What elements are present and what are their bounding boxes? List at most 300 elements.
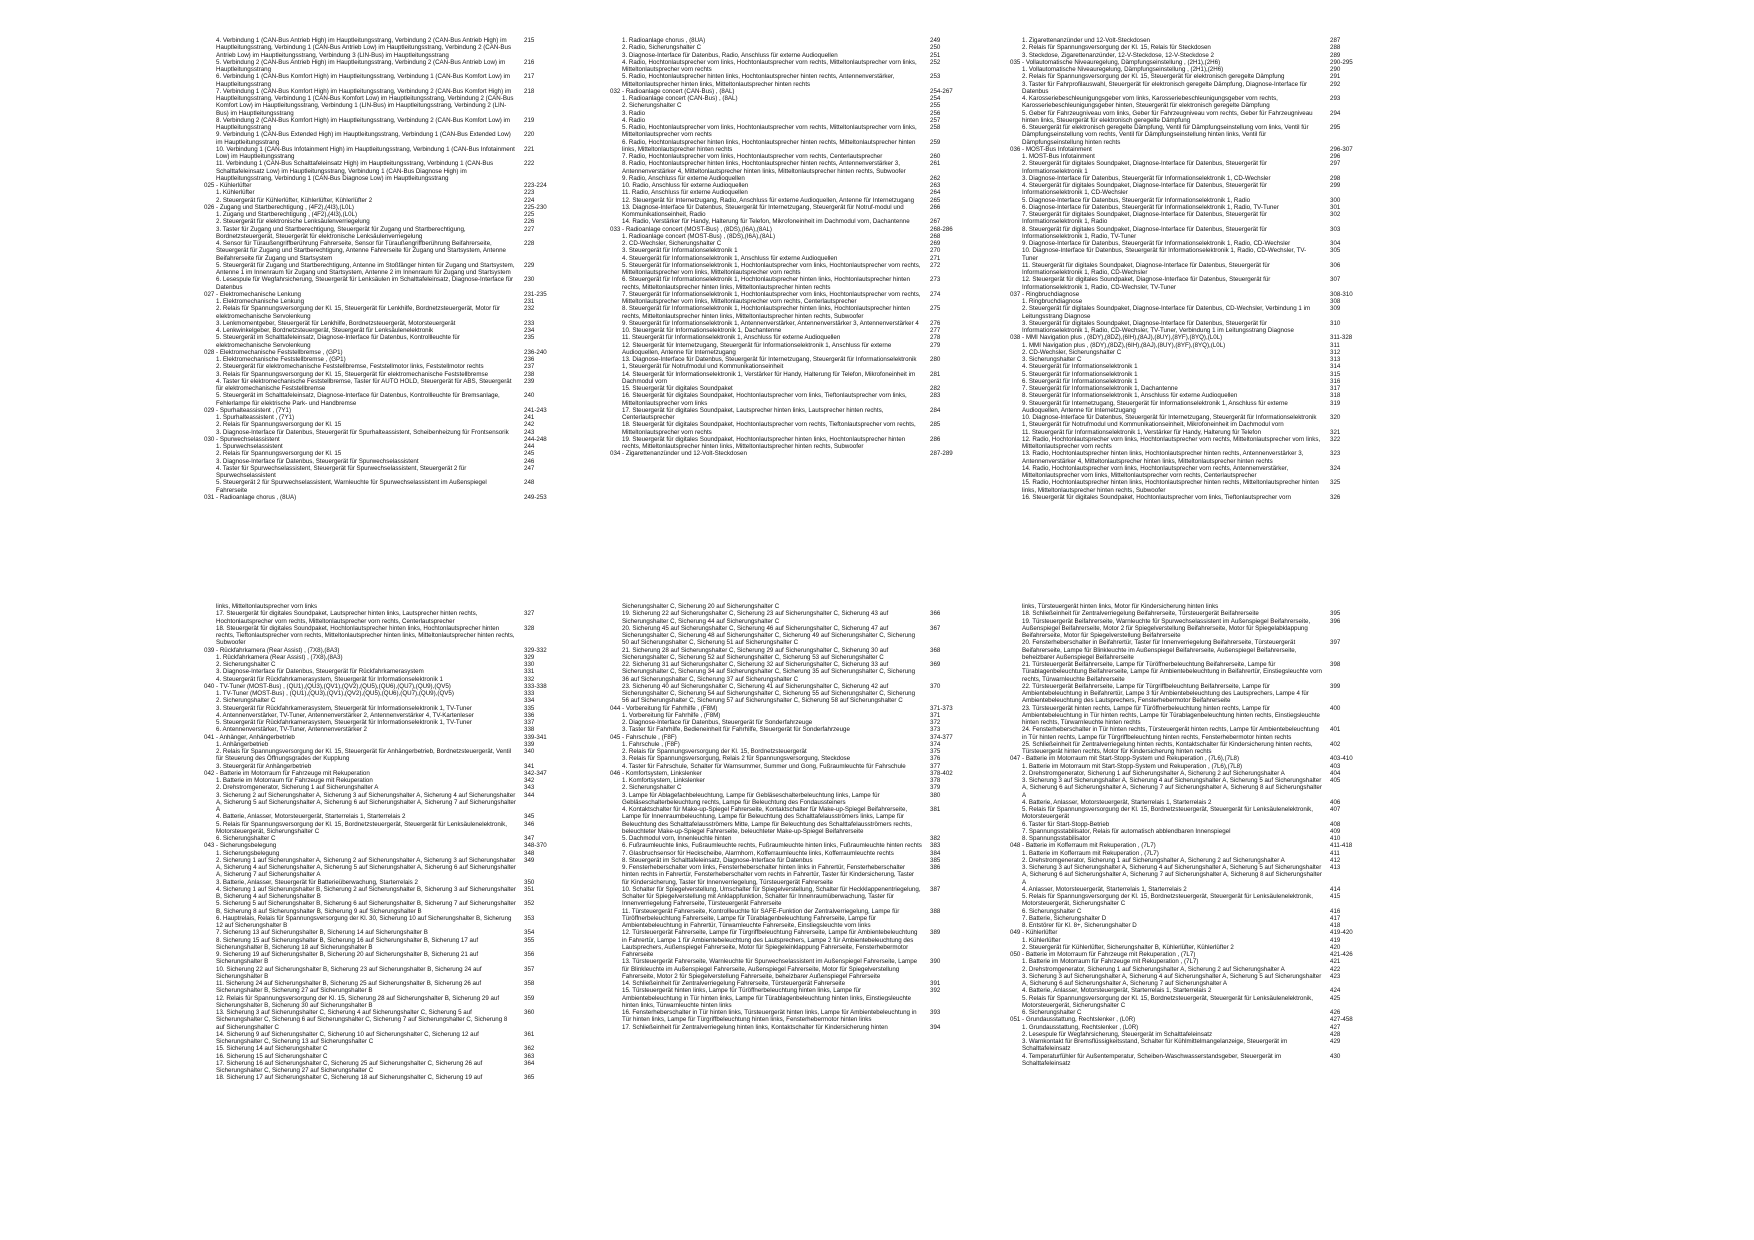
section-heading <box>204 682 596 690</box>
entry-text: 11. Steuergerät für digitales Soundpaket, Diagnose-Interface für Datenbus, Steuergerät für Informationselektronik 1, Radio, CD-Wechsler <box>1022 261 1270 276</box>
index-entry <box>1022 342 1402 349</box>
entry-page: 333 <box>524 690 535 697</box>
section-heading <box>610 704 1002 712</box>
entry-text: links, Türsteuergerät hinten links, Motor für Kindersicherung hinten links <box>1022 603 1219 610</box>
entry-page: 217 <box>524 73 535 81</box>
entry-page: 283 <box>930 392 941 400</box>
entry-page: 321 <box>1330 428 1341 436</box>
entry-text: 4. Steuergerät für Informationselektronik 1 <box>1022 363 1138 371</box>
index-entry <box>216 371 596 378</box>
entry-text: 4. Kontaktschalter für Make-up-Spiegel Fahrerseite, Kontaktschalter für Make-up-Spiegel Beifahrerseite, Lampe für Innenraumbeleuchtung, Lampe für Beleuchtung des Schalttafelausströmers links, Lampe für Beleuchtung des Schalttafelausströmers Mitte, Lampe für Beleuchtung des Schalttafelausströmers rechts, beleuchteter Make-up-Spiegel Fahrerseite, beleuchteter Make-up-Spiegel Beifahrerseite <box>622 806 912 835</box>
entry-text: 051 - Grundausstattung, Rechtslenker , (L0R) <box>1010 1016 1136 1024</box>
entry-text: 4. Steuergerät für Informationselektronik 1, Anschluss für externe Audioquellen <box>622 254 838 262</box>
entry-page: 308 <box>1330 298 1341 305</box>
entry-text: 3. Diagnose-Interface für Datenbus, Radio, Anschluss für externe Audioquellen <box>622 51 838 59</box>
entry-text: 3. Steuergerät für Anhängerbetrieb <box>216 762 312 770</box>
index-entry <box>1022 305 1402 320</box>
entry-text: 8. Steuergerät für Informationselektronik 1, Hochtonlautsprecher hinten links, Hochtonlautsprecher hinten rechts, Mitteltonlautsprecher hinten links, Mitteltonlautsprecher hinten rechts, Subwoofer <box>622 305 910 320</box>
section-heading <box>1010 1016 1402 1024</box>
entry-text: 22. Türsteuergerät Beifahrerseite, Lampe für Türgriffbeleuchtung Beifahrerseite, Lampe für Ambientebeleuchtung in Beifahrertür, Lampe 3 für Ambientebeleuchtung des Lautsprechers, Lampe 4 für Ambientebeleuchtung des Lautsprechers, Fensterhebermotor Beifahrerseite <box>1022 682 1309 705</box>
entry-page: 314 <box>1330 363 1341 371</box>
index-entry <box>216 429 596 436</box>
entry-text: 4. Taster für Fahrschule, Schalter für Warnsummer, Summer und Gong, Fußraumleuchte für Fahrschule <box>622 762 906 770</box>
entry-text: 5. Steuergerät für Rückfahrkamerasystem, Steuergerät für Informationselektronik 1, TV-Tuner <box>216 719 472 726</box>
entry-page: 311 <box>1330 341 1340 349</box>
index-entry <box>622 625 1002 647</box>
index-entry <box>1022 770 1402 777</box>
entry-page: 355 <box>524 936 535 944</box>
index-entry <box>216 610 596 625</box>
index-entry <box>216 603 596 610</box>
entry-page: 326 <box>1330 493 1341 501</box>
index-entry <box>1022 385 1402 392</box>
entry-text: 10. Diagnose-Interface für Datenbus, Steuergerät für Internetzugang, Steuergerät für Informationselektronik 1, Steuergerät für Notrufmodul und Kommunikationseinheit, Mikrofoneinheit im Dachmodul vorn <box>1022 414 1317 429</box>
entry-text: 22. Sicherung 31 auf Sicherungshalter C, Sicherung 32 auf Sicherungshalter C, Sicherung 33 auf Sicherungshalter C, Sicherung 34 auf Sicherungshalter C, Sicherung 35 auf Sicherungshalter C, Sicherung 36 auf Sicherungshalter C, Sicherung 37 auf Sicherungshalter C <box>622 661 916 683</box>
index-entry <box>216 392 596 407</box>
entry-text: 1. Elektromechanische Lenkung <box>216 298 305 305</box>
entry-page: 411-418 <box>1330 842 1353 850</box>
entry-page: 222 <box>524 160 535 168</box>
index-entry <box>216 813 596 820</box>
entry-page: 228 <box>524 240 535 247</box>
entry-page: 394 <box>930 1023 941 1031</box>
index-entry <box>216 73 596 88</box>
entry-page: 244-248 <box>524 435 547 443</box>
entry-text: 6. Steuergerät für Informationselektronik 1, Hochtonlautsprecher hinten links, Hochtonlautsprecher hinten rechts, Mitteltonlautsprecher hinten links, Mitteltonlautsprecher hinten rechts <box>622 276 910 291</box>
entry-page: 258 <box>930 124 941 131</box>
entry-text: 5. Diagnose-Interface für Datenbus, Steuergerät für Informationselektronik 1, Radio <box>1022 196 1251 204</box>
entry-text: 6. Hauptrelais, Relais für Spannungsversorgung der Kl. 30, Sicherung 10 auf Sicherungshalter B, Sicherung 12 auf Sicherungshalter B <box>216 914 512 929</box>
index-entry <box>622 842 1002 849</box>
entry-text: 2. Steuergerät für elektromechanische Feststellbremse, Feststellmotor links, Feststellmotor rechts <box>216 363 484 371</box>
index-entry <box>1022 864 1402 886</box>
entry-text: 12. Türsteuergerät Fahrerseite, Lampe für Türgriffbeleuchtung Fahrerseite, Lampe für Ambientebeleuchtung in Fahrertür, Lampe 1 für Ambientebeleuchtung des Lautsprechers, Lampe 2 für Ambientebeleuchtung des Lautsprechers, Außenspiegel Fahrerseite, Motor für Spiegeleinklappung Fahrerseite, Fensterhebermotor Fahrerseite <box>622 929 918 958</box>
section-heading <box>204 435 596 443</box>
index-entry <box>622 327 1002 334</box>
entry-page: 373 <box>930 726 941 734</box>
index-entry <box>216 915 596 930</box>
entry-text: 1. Batterie im Motorraum mit Start-Stopp-System und Rekuperation , (7L6),(7L8) <box>1022 762 1243 770</box>
entry-page: 417 <box>1330 914 1341 922</box>
index-entry <box>1022 240 1402 247</box>
entry-page: 252 <box>930 58 941 66</box>
index-entry <box>1022 204 1402 211</box>
entry-text: 045 - Fahrschule , (F8F) <box>610 733 677 741</box>
entry-text: 048 - Batterie im Kofferraum mit Rekuperation , (7L7) <box>1010 842 1156 850</box>
entry-text: 5. Relais für Spannungsversorgung der Kl. 15, Bordnetzsteuergerät, Steuergerät für Lenksäulenelektronik, Motorsteuergerät <box>1022 806 1313 821</box>
section-heading <box>204 733 596 741</box>
entry-page: 236 <box>524 356 535 363</box>
entry-page: 368 <box>930 646 941 654</box>
index-entry <box>622 792 1002 807</box>
index-entry <box>622 661 1002 683</box>
entry-text: 18. Schließeinheit für Zentralverriegelung Beifahrerseite, Türsteuergerät Beifahrerseite <box>1022 610 1259 618</box>
entry-text: 026 - Zugang und Startberechtigung , (4F2),(4I3),(L0L) <box>204 203 354 211</box>
index-entry <box>622 342 1002 357</box>
entry-text: 15. Radio, Hochtonlautsprecher hinten links, Hochtonlautsprecher hinten rechts, Mitteltonlautsprecher hinten links, Mitteltonlautsprecher hinten rechts, Subwoofer <box>1022 479 1319 494</box>
entry-text: 032 - Radioanlage concert (CAN-Bus) , (8AL) <box>610 87 735 95</box>
entry-text: 5. Verbindung 2 (CAN-Bus Antrieb High) im Hauptleitungsstrang, Verbindung 2 (CAN-Bus Antrieb Low) im Hauptleitungsstrang <box>216 58 506 73</box>
entry-page: 329-332 <box>524 646 547 654</box>
entry-text: 21. Sicherung 28 auf Sicherungshalter C, Sicherung 29 auf Sicherungshalter C, Sicherung 30 auf Sicherungshalter C, Sicherung 52 auf Sicherungshalter C, Sicherung 53 auf Sicherungshalter C <box>622 646 889 661</box>
entry-page: 372 <box>930 719 941 726</box>
entry-text: 1. Ringbruchdiagnose <box>1022 298 1083 305</box>
entry-text: 8. Sicherung 15 auf Sicherungshalter B, Sicherung 16 auf Sicherungshalter B, Sicherung 17 auf Sicherungshalter B, Sicherung 18 auf Sicherungshalter B <box>216 936 479 951</box>
entry-text: 3. Sicherung 3 auf Sicherungshalter A, Sicherung 4 auf Sicherungshalter A, Sicherung 5 auf Sicherungshalter A, Sicherung 6 auf Sicherungshalter A, Sicherung 7 auf Sicherungshalter A, Sicherung 8 auf Sicherungshalter A <box>1022 864 1322 886</box>
entry-page: 245 <box>524 450 535 458</box>
entry-text: 21. Türsteuergerät Beifahrerseite, Lampe für Türöffnerbeleuchtung Beifahrerseite, Lampe für Türablagenbeleuchtung Beifahrerseite, Lampe für Ambientebeleuchtung in Beifahrertür, Einstiegsleuchte vorn rechts, Türwarnleuchte Beifahrerseite <box>1022 661 1322 683</box>
entry-text: 11. Verbindung 1 (CAN-Bus Schalttafeleinsatz High) im Hauptleitungsstrang, Verbindung 1 (CAN-Bus Schalttafeleinsatz Low) im Hauptleitungsstrang, Verbindung 1 (CAN-Bus Diagnose High) im Hauptleitungsstrang, Verbindung 1 (CAN-Bus Diagnose Low) im Hauptleitungsstrang <box>216 160 494 182</box>
index-entry <box>216 777 596 784</box>
entry-page: 378 <box>930 777 941 784</box>
index-entry <box>1022 618 1402 640</box>
entry-text: 1. MOST-Bus Infotainment <box>1022 153 1095 160</box>
entry-text: 16. Steuergerät für digitales Soundpaket, Hochtonlautsprecher vorn links, Tieftonlautsprecher vorn <box>1022 493 1291 501</box>
index-entry <box>1022 683 1402 705</box>
entry-page: 279 <box>930 341 941 349</box>
column-bottom-middle <box>610 603 1002 1031</box>
index-entry <box>216 697 596 704</box>
entry-page: 287 <box>1330 37 1341 44</box>
index-entry <box>622 407 1002 422</box>
index-entry <box>216 197 596 204</box>
entry-text: 1. Batterie im Motorraum für Fahrzeuge mit Rekuperation , (7L7) <box>1022 958 1199 966</box>
index-entry <box>622 385 1002 392</box>
entry-page: 422 <box>1330 965 1341 973</box>
entry-text: 3. Steuergerät für Informationselektronik 1 <box>622 247 738 255</box>
index-entry <box>1022 66 1402 73</box>
entry-page: 307 <box>1330 276 1341 284</box>
index-entry <box>1022 95 1402 110</box>
index-entry <box>1022 465 1402 480</box>
entry-text: 3. Diagnose-Interface für Datenbus, Steuergerät für Rückfahrkamerasystem <box>216 668 424 676</box>
index-entry <box>622 1024 1002 1031</box>
entry-page: 347 <box>524 835 535 842</box>
index-entry <box>1022 1009 1402 1016</box>
entry-page: 408 <box>1330 820 1341 828</box>
entry-page: 421 <box>1330 958 1341 966</box>
entry-text: 2. Steuergerät für Kühlerlüfter, Sicherungshalter B, Kühlerlüfter, Kühlerlüfter 2 <box>1022 943 1234 951</box>
entry-page: 311-328 <box>1330 334 1353 342</box>
index-entry <box>216 654 596 661</box>
section-heading <box>204 406 596 414</box>
index-entry <box>1022 806 1402 821</box>
index-entry <box>216 661 596 668</box>
entry-page: 339 <box>524 740 535 748</box>
entry-text: 4. Taster für Spurwechselassistent, Steuergerät für Spurwechselassistent, Steuergerät 2 für Spurwechselassistent <box>216 464 467 479</box>
entry-page: 427-458 <box>1330 1016 1353 1024</box>
index-entry <box>216 850 596 857</box>
entry-text: 1. Batterie im Kofferraum mit Rekuperation , (7L7) <box>1022 849 1159 857</box>
index-entry <box>216 450 596 457</box>
entry-page: 248 <box>524 479 535 487</box>
entry-page: 241-243 <box>524 406 547 414</box>
entry-text: 10. Radio, Anschluss für externe Audioquellen <box>622 182 749 189</box>
index-entry <box>622 102 1002 109</box>
entry-page: 225-230 <box>524 203 547 211</box>
entry-page: 320 <box>1330 414 1341 421</box>
entry-page: 284 <box>930 406 941 414</box>
entry-page: 294 <box>1330 109 1341 117</box>
entry-text: 4. Taster für elektromechanische Feststellbremse, Taster für AUTO HOLD, Steuergerät für ABS, Steuergerät für elektromechanische Feststellbremse <box>216 377 512 392</box>
entry-page: 296 <box>1330 153 1341 160</box>
index-entry <box>1022 987 1402 994</box>
section-heading <box>610 225 1002 233</box>
entry-text: 1. Vollautomatische Niveauregelung, Dämpfungseinstellung , (2H1),(2H6) <box>1022 66 1224 73</box>
entry-page: 240 <box>524 392 535 400</box>
index-entry <box>622 755 1002 762</box>
index-entry <box>1022 182 1402 197</box>
index-entry <box>622 233 1002 240</box>
entry-page: 395 <box>1330 610 1341 618</box>
entry-page: 316 <box>1330 377 1341 385</box>
entry-page: 226 <box>524 218 535 226</box>
entry-page: 319 <box>1330 399 1341 407</box>
column-top-left <box>204 37 596 501</box>
entry-page: 412 <box>1330 856 1341 864</box>
entry-page: 262 <box>930 174 941 182</box>
entry-text: 5. Geber für Fahrzeugniveau vorn links, Geber für Fahrzeugniveau vorn rechts, Geber für Fahrzeugniveau hinten links, Steuergerät für elektronisch geregelte Dämpfung <box>1022 109 1313 124</box>
entry-page: 216 <box>524 58 535 66</box>
entry-page: 270 <box>930 247 941 255</box>
entry-page: 385 <box>930 856 941 864</box>
entry-text: 2. Sicherung 1 auf Sicherungshalter A, Sicherung 2 auf Sicherungshalter A, Sicherung 3 auf Sicherungshalter A, Sicherung 4 auf Sicherungshalter A, Sicherung 5 auf Sicherungshalter A, Sicherung 6 auf Sicherungshalter A, Sicherung 7 auf Sicherungshalter A <box>216 856 516 879</box>
entry-text: 6. Steuergerät für elektronisch geregelte Dämpfung, Ventil für Dämpfungseinstellung vorn links, Ventil für Dämpfungseinstellung vorn rechts, Ventil für Dämpfungseinstellung hinten links, Ventil für Dämpfungseinstellung hinten rechts <box>1022 124 1309 146</box>
index-entry <box>622 160 1002 175</box>
entry-page: 244 <box>524 443 535 450</box>
entry-text: 4. Sicherung 1 auf Sicherungshalter B, Sicherung 2 auf Sicherungshalter B, Sicherung 3 auf Sicherungshalter B, Sicherung 4 auf Sicherungshalter B <box>216 885 516 900</box>
entry-text: 1. Radioanlage chorus , (8UA) <box>622 37 706 44</box>
index-entry <box>216 792 596 814</box>
index-entry <box>1022 276 1402 291</box>
entry-text: 1. Spurhalteassistent , (7Y1) <box>216 414 295 421</box>
entry-page: 329 <box>524 653 535 661</box>
entry-page: 233 <box>524 319 535 327</box>
entry-page: 371 <box>930 711 941 719</box>
entry-text: 1. Batterie im Motorraum für Fahrzeuge mit Rekuperation <box>216 777 373 784</box>
entry-page: 350 <box>524 878 535 886</box>
entry-text: 2. CD-Wechsler, Sicherungshalter C <box>622 240 722 247</box>
entry-page: 303 <box>1330 225 1341 233</box>
entry-text: 2. Sicherungshalter C <box>622 102 682 110</box>
entry-page: 286 <box>930 435 941 443</box>
column-top-right <box>1010 37 1402 501</box>
entry-page: 410 <box>1330 835 1341 842</box>
entry-page: 265 <box>930 196 941 204</box>
index-entry <box>216 465 596 480</box>
entry-text: 10. Schalter für Spiegelverstellung, Umschalter für Spiegelverstellung, Schalter für Heckklappenentriegelung, Schalter für Spiegelverstellung mit Anklappfunktion, Schalter für Innenraumüberwachung, Taster für Innenverriegelung Fahrerseite, Türsteuergerät Fahrerseite <box>622 885 921 908</box>
index-entry <box>1022 763 1402 770</box>
entry-page: 365 <box>524 1074 535 1082</box>
entry-text: 7. Radio, Hochtonlautsprecher vorn links, Hochtonlautsprecher vorn rechts, Centerlautsprecher <box>622 153 883 160</box>
entry-page: 371-373 <box>930 704 953 712</box>
entry-page: 427 <box>1330 1023 1341 1031</box>
index-entry <box>1022 908 1402 915</box>
entry-text: 6. Lesespule für Wegfahrsicherung, Steuergerät für Lenksäulen im Schalttafeleinsatz, Diagnose-Interface für Datenbus <box>216 276 514 291</box>
entry-text: 029 - Spurhalteassistent , (7Y1) <box>204 406 292 414</box>
entry-text: 9. Sicherung 19 auf Sicherungshalter B, Sicherung 20 auf Sicherungshalter B, Sicherung 21 auf Sicherungshalter B <box>216 951 479 966</box>
index-entry <box>622 218 1002 225</box>
index-entry <box>216 951 596 966</box>
index-entry <box>216 226 596 241</box>
index-entry <box>622 139 1002 154</box>
index-entry <box>1022 429 1402 436</box>
entry-page: 353 <box>524 914 535 922</box>
index-entry <box>216 421 596 428</box>
index-entry <box>216 334 596 349</box>
index-entry <box>216 712 596 719</box>
index-entry <box>1022 639 1402 661</box>
entry-text: 5. Radio, Hochtonlautsprecher hinten links, Hochtonlautsprecher hinten rechts, Antennenverstärker, Mitteltonlautsprecher hinten links, Mitteltonlautsprecher hinten rechts <box>622 73 895 88</box>
index-entry <box>1022 363 1402 370</box>
index-entry <box>622 857 1002 864</box>
entry-text: 15. Sicherung 14 auf Sicherungshalter C <box>216 1045 328 1053</box>
entry-text: 10. Sicherung 22 auf Sicherungshalter B, Sicherung 23 auf Sicherungshalter B, Sicherung 24 auf Sicherungshalter B <box>216 965 482 980</box>
index-entry <box>1022 37 1402 44</box>
entry-page: 406 <box>1330 798 1341 806</box>
entry-text: 17. Schließeinheit für Zentralverriegelung hinten links, Kontaktschalter für Kindersicherung hinten <box>622 1023 888 1031</box>
entry-text: 12. Radio, Hochtonlautsprecher vorn links, Hochtonlautsprecher vorn rechts, Mitteltonlautsprecher vorn links, Mitteltonlautsprecher vorn rechts <box>1022 435 1321 450</box>
entry-text: 4. Lenkwinkelgeber, Bordnetzsteuergerät, Steuergerät für Lenksäulenelektronik <box>216 327 434 334</box>
entry-page: 273 <box>930 276 941 284</box>
index-entry <box>622 748 1002 755</box>
index-entry <box>1022 226 1402 241</box>
index-entry <box>622 197 1002 204</box>
entry-page: 415 <box>1330 893 1341 900</box>
entry-page: 254 <box>930 95 941 102</box>
entry-page: 409 <box>1330 827 1341 835</box>
index-entry <box>1022 298 1402 305</box>
entry-text: 033 - Radioanlage concert (MOST-Bus) , (8DS),(I6A),(8AL) <box>610 225 772 233</box>
entry-page: 309 <box>1330 305 1341 313</box>
entry-text: 13. Diagnose-Interface für Datenbus, Steuergerät für Internetzugang, Steuergerät für Notruf-modul und Kommunikationseinheit, Radio <box>622 203 904 218</box>
entry-text: 20. Fensterheberschalter in Beifahrertür, Taster für Innenverriegelung Beifahrerseite, Türsteuergerät Beifahrerseite, Lampe für Blinkleuchte im Außenspiegel Beifahrerseite, Außenspiegel Beifahrerseite, beheizbarer Außenspiegel Beifahrerseite <box>1022 639 1297 661</box>
entry-text: 2. Relais für Spannungsversorgung der Kl. 15, Steuergerät für elektronisch geregelte Dämpfung <box>1022 73 1285 81</box>
index-entry <box>216 980 596 995</box>
entry-page: 398 <box>1330 661 1341 668</box>
index-entry <box>1022 777 1402 799</box>
entry-text: 6. Sicherungshalter C <box>216 835 276 842</box>
entry-page: 413 <box>1330 864 1341 871</box>
index-entry <box>216 886 596 901</box>
index-entry <box>622 886 1002 908</box>
entry-page: 414 <box>1330 885 1341 893</box>
entry-text: 043 - Sicherungsbelegung <box>204 842 277 850</box>
section-heading <box>1010 842 1402 850</box>
index-entry <box>1022 835 1402 842</box>
index-entry <box>622 334 1002 341</box>
entry-page: 323 <box>1330 450 1341 458</box>
entry-page: 300 <box>1330 196 1341 204</box>
entry-text: 3. Radio <box>622 109 646 117</box>
entry-text: 20. Sicherung 45 auf Sicherungshalter C, Sicherung 46 auf Sicherungshalter C, Sicherung 47 auf Sicherungshalter C, Sicherung 48 auf Sicherungshalter C, Sicherung 49 auf Sicherungshalter C, Sicherung 50 auf Sicherungshalter C, Sicherung 51 auf Sicherungshalter C <box>622 624 916 647</box>
index-entry <box>216 929 596 936</box>
entry-page: 418 <box>1330 922 1341 929</box>
section-heading <box>204 348 596 356</box>
entry-page: 359 <box>524 994 535 1002</box>
entry-text: 8. Radio, Hochtonlautsprecher hinten links, Hochtonlautsprecher hinten rechts, Antennenverstärker 3, Antennenverstärker 4, Mitteltonlautsprecher hinten links, Mitteltonlautsprecher hinten rechts, Subwoofer <box>622 160 906 175</box>
index-entry <box>622 262 1002 277</box>
entry-page: 291 <box>1330 73 1341 81</box>
entry-page: 369 <box>930 661 941 668</box>
entry-page: 271 <box>930 254 941 262</box>
entry-page: 403-410 <box>1330 755 1353 763</box>
entry-text: 1. Anhängerbetrieb <box>216 740 269 748</box>
entry-text: 14. Sicherung 9 auf Sicherungshalter C, Sicherung 10 auf Sicherungshalter C, Sicherung 12 auf Sicherungshalter C, Sicherung 13 auf Sicherungshalter C <box>216 1030 479 1045</box>
index-entry <box>1022 356 1402 363</box>
entry-page: 268 <box>930 232 941 240</box>
entry-text: 2. Relais für Spannungsversorgung der Kl. 15 <box>216 421 342 429</box>
entry-page: 396 <box>1330 617 1341 625</box>
entry-text: 1. Fahrschule , (F8F) <box>622 740 680 748</box>
entry-page: 341 <box>524 762 535 770</box>
entry-text: 15. Türsteuergerät hinten links, Lampe für Türöffnerbeleuchtung hinten links, Lampe für Ambientebeleuchtung in Tür hinten links, Lampe für Türablagenbeleuchtung hinten links, Einstiegsleuchte hinten links, Türwarnleuchte hinten links <box>622 987 912 1009</box>
entry-page: 403 <box>1330 762 1341 770</box>
index-entry <box>622 1009 1002 1024</box>
entry-text: 2. Relais für Spannungsversorgung der Kl. 15, Bordnetzsteuergerät <box>622 748 807 755</box>
entry-page: 362 <box>524 1045 535 1053</box>
entry-page: 225 <box>524 211 535 218</box>
entry-text: 2. Steuergerät für elektronische Lenksäulenverriegelung <box>216 218 370 226</box>
entry-text: 8. Steuergerät für digitales Soundpaket, Diagnose-Interface für Datenbus, Steuergerät für Informationselektronik 1, Radio, TV-Tuner <box>1022 225 1267 240</box>
entry-page: 267 <box>930 218 941 226</box>
entry-page: 220 <box>524 131 535 139</box>
index-entry <box>622 850 1002 857</box>
entry-page: 247 <box>524 464 535 472</box>
index-entry <box>1022 378 1402 385</box>
entry-text: 3. Steuergerät für Rückfahrkamerasystem, Steuergerät für Informationselektronik 1, TV-Tuner <box>216 704 472 712</box>
entry-text: 19. Türsteuergerät Beifahrerseite, Warnleuchte für Spurwechselassistent im Außenspiegel Beifahrerseite, Außenspiegel Beifahrerseite, Motor 2 für Spiegelverstellung Beifahrerseite, Motor für Spiegelabklappung Beifahrerseite, Motor für Spiegelverstellung Beifahrerseite <box>1022 617 1311 639</box>
entry-page: 399 <box>1330 682 1341 690</box>
index-entry <box>1022 922 1402 929</box>
index-entry <box>216 414 596 421</box>
entry-text: 4. Steuergerät für Rückfahrkamerasystem, Steuergerät für Informationselektronik 1 <box>216 675 443 683</box>
entry-text: 16. Sicherung 15 auf Sicherungshalter C <box>216 1052 328 1060</box>
section-heading <box>1010 145 1402 153</box>
entry-page: 215 <box>524 37 535 44</box>
section-heading <box>204 842 596 850</box>
index-entry <box>1022 81 1402 96</box>
entry-page: 296-307 <box>1330 145 1353 153</box>
entry-page: 348 <box>524 849 535 857</box>
entry-page: 289 <box>1330 51 1341 59</box>
entry-page: 358 <box>524 980 535 987</box>
entry-page: 243 <box>524 428 535 436</box>
entry-text: 047 - Batterie im Motorraum mit Start-Stopp-System und Rekuperation , (7L6),(7L8) <box>1010 755 1240 763</box>
entry-text: 12. Steuergerät für digitales Soundpaket, Diagnose-Interface für Datenbus, Steuergerät für Informationselektronik 1, Radio, CD-Wechsler, TV-Tuner <box>1022 276 1271 291</box>
entry-page: 330 <box>524 661 535 668</box>
entry-text: 10. Verbindung 1 (CAN-Bus Infotainment High) im Hauptleitungsstrang, Verbindung 1 (CAN-Bus Infotainment Low) im Hauptleitungsstrang <box>216 145 515 160</box>
entry-text: 9. Fensterheberschalter vorn links, Fensterheberschalter hinten links in Fahrertür, Fensterheberschalter hinten rechts in Fahrertür, Fensterheberschalter vorn rechts in Fahrertür, Taster für Kindersicherung, Taster für Kindersicherung, Taster für Innenverriegelung, Türsteuergerät Fahrerseite <box>622 864 915 886</box>
entry-page: 343 <box>524 784 535 792</box>
index-entry <box>216 748 596 763</box>
entry-text: 5. Steuergerät im Schalttafeleinsatz, Diagnose-Interface für Datenbus, Kontrollleuchte für elektromechanische Servolenkung <box>216 334 460 349</box>
entry-page: 391 <box>930 980 941 987</box>
section-heading <box>610 450 1002 458</box>
entry-page: 256 <box>930 109 941 117</box>
entry-text: 1. Elektromechanische Feststellbremse , (GP1) <box>216 356 346 363</box>
entry-page: 387 <box>930 885 941 893</box>
entry-text: 6. Diagnose-Interface für Datenbus, Steuergerät für Informationselektronik 1, Radio, TV-Tuner <box>1022 203 1279 211</box>
entry-page: 250 <box>930 44 941 52</box>
index-entry <box>1022 450 1402 465</box>
index-entry <box>216 189 596 196</box>
entry-page: 317 <box>1330 385 1341 392</box>
index-entry <box>216 719 596 726</box>
index-entry <box>622 276 1002 291</box>
entry-page: 364 <box>524 1059 535 1067</box>
entry-page: 236-240 <box>524 348 547 356</box>
